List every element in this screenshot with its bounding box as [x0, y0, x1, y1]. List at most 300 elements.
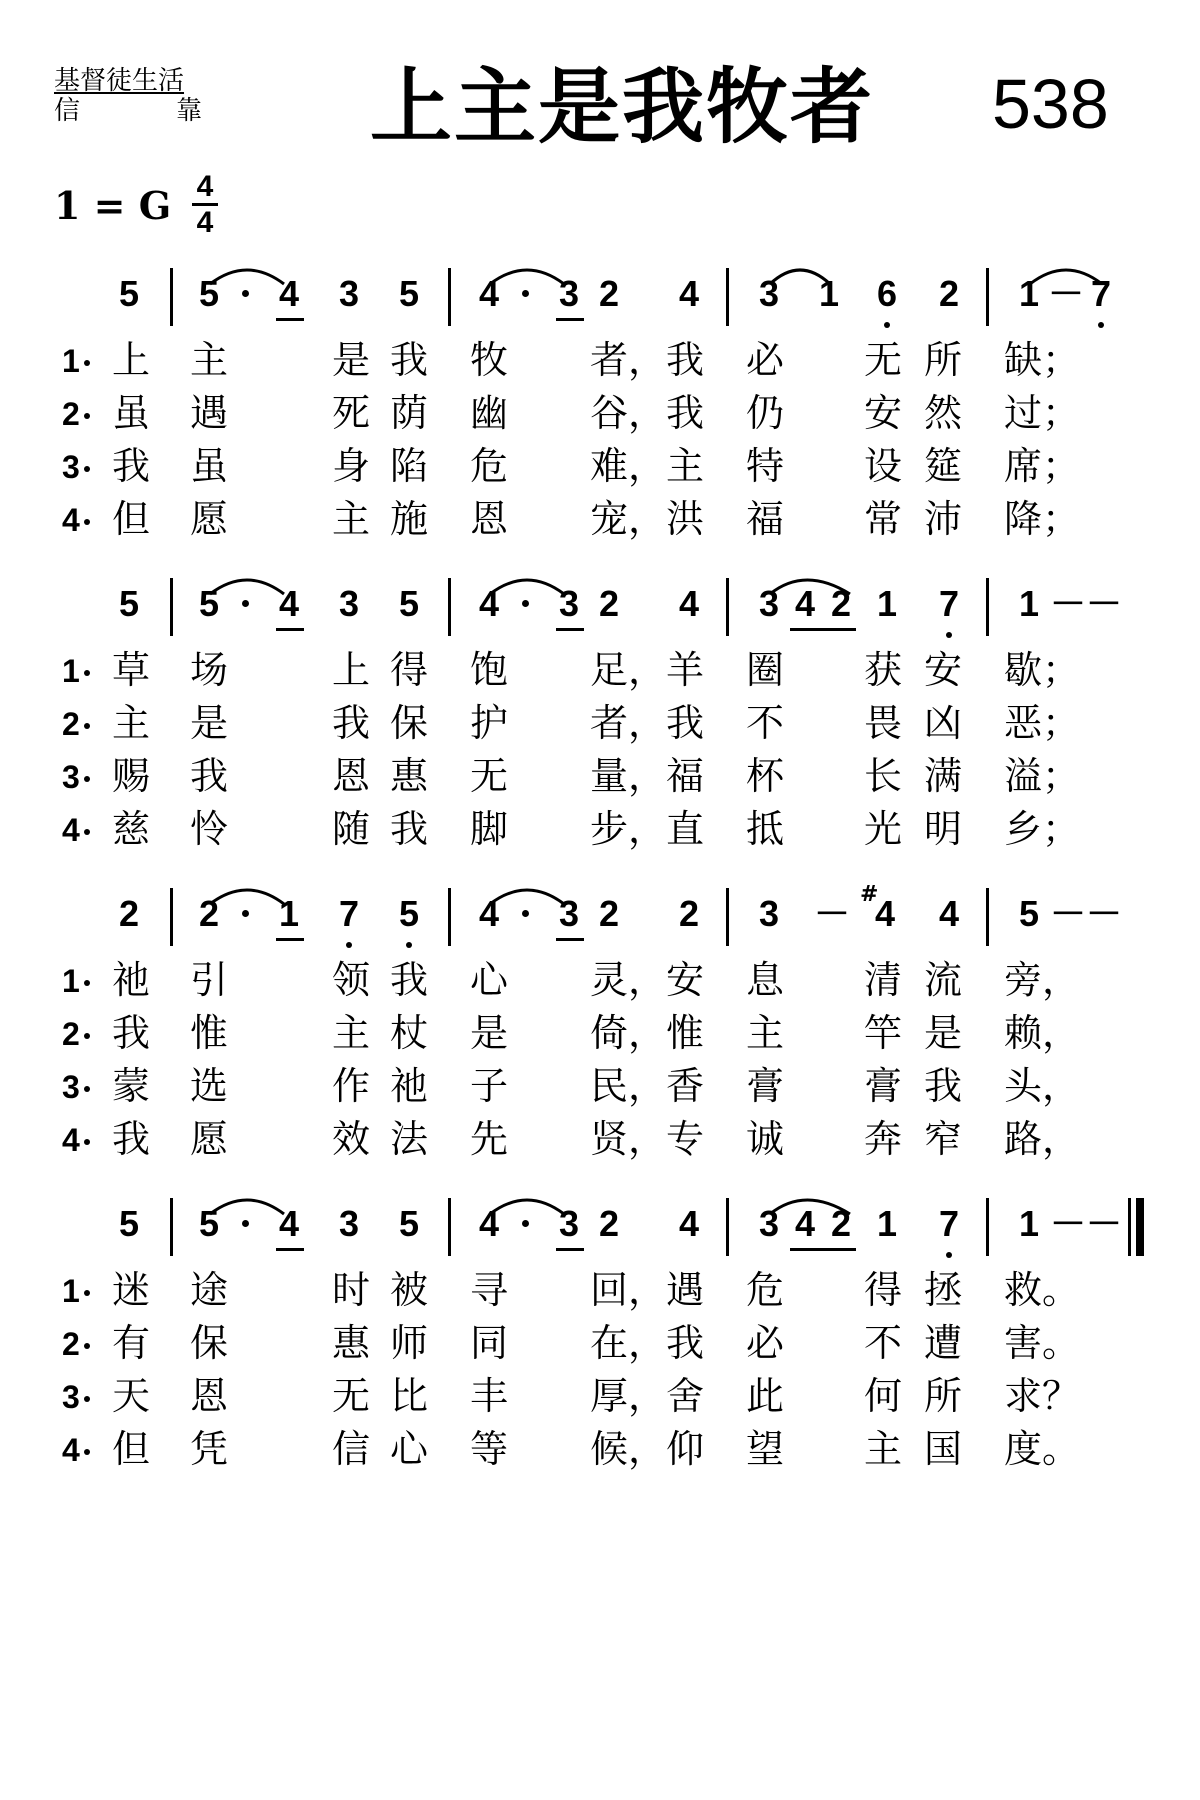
low-octave-dot — [1098, 322, 1104, 328]
slur-layer — [0, 872, 1200, 912]
lyric-char: 无 — [332, 1374, 371, 1418]
verse-number-text: 4 — [62, 1432, 80, 1468]
lyric-char: 宠， — [590, 497, 667, 541]
lyric-char: 倚， — [590, 1011, 667, 1055]
note: 5 — [398, 273, 420, 314]
lyric-char: 先 — [470, 1117, 509, 1161]
lyric-char: 得 — [864, 1268, 903, 1312]
lyric-char: 不 — [864, 1321, 903, 1365]
lyric-char: 何 — [864, 1374, 903, 1418]
verse-number-text: 3 — [62, 759, 80, 795]
lyric-char: 我 — [666, 338, 705, 382]
lyric-char: 愿 — [190, 1117, 229, 1161]
lyric-char: 恩 — [470, 497, 509, 541]
note: 4 — [678, 1203, 700, 1244]
lyric-char: 然 — [924, 391, 963, 435]
lyric-char: 保 — [390, 701, 429, 745]
verse-row-1 — [0, 954, 1200, 1007]
lyric-char: 安 — [864, 391, 903, 435]
lyric-char: 量， — [590, 754, 667, 798]
underline — [556, 1248, 584, 1251]
verse-number-dot — [84, 1343, 90, 1349]
verse-row-2 — [0, 697, 1200, 750]
lyric-char: 慈 — [112, 807, 151, 851]
lyric-char: 我 — [112, 1117, 151, 1161]
lyric-char: 拯 — [924, 1268, 963, 1312]
note: 1 — [278, 893, 300, 934]
note: 5 — [118, 583, 140, 624]
lyric-char: 同 — [470, 1321, 509, 1365]
note: 3 — [558, 1203, 580, 1244]
lyric-char: 惠 — [390, 754, 429, 798]
lyric-char: 降； — [1004, 497, 1081, 541]
lyric-char: 恶； — [1004, 701, 1081, 745]
lyric-char: 我 — [666, 1321, 705, 1365]
lyric-char: 难， — [590, 444, 667, 488]
verse-number — [62, 1121, 80, 1159]
note: 5 — [398, 1203, 420, 1244]
lyric-char: 候， — [590, 1427, 667, 1471]
note: 4 — [794, 1203, 816, 1244]
lyric-char: 保 — [190, 1321, 229, 1365]
lyric-char: 愿 — [190, 497, 229, 541]
verse-number-dot — [84, 1086, 90, 1092]
lyric-char: 害。 — [1004, 1321, 1081, 1365]
lyric-char: 途 — [190, 1268, 229, 1312]
lyric-char: 被 — [390, 1268, 429, 1312]
lyric-char: 惠 — [332, 1321, 371, 1365]
lyric-char: 时 — [332, 1268, 371, 1312]
verse-number-text: 2 — [62, 396, 80, 432]
note-dash: － — [814, 893, 851, 934]
verse-number — [62, 1068, 80, 1106]
verse-number-text: 1 — [62, 653, 80, 689]
note: 4 — [478, 1203, 500, 1244]
lyric-char: 旁， — [1004, 958, 1081, 1002]
verse-row-2 — [0, 1317, 1200, 1370]
underline — [556, 938, 584, 941]
hymn-number: 538 — [992, 65, 1109, 143]
note: 5 — [1018, 893, 1040, 934]
lyric-char: 杖 — [390, 1011, 429, 1055]
slur — [770, 270, 830, 284]
lyric-char: 我 — [190, 754, 229, 798]
lyric-char: 厚， — [590, 1374, 667, 1418]
lyric-char: 信 — [332, 1427, 371, 1471]
verse-row-2 — [0, 387, 1200, 440]
lyric-char: 我 — [332, 701, 371, 745]
meter-top: 4 — [196, 170, 214, 203]
lyric-char: 者， — [590, 701, 667, 745]
note-dash: － — [1086, 1203, 1123, 1244]
lyric-char: 但 — [112, 1427, 151, 1471]
note: 1 — [818, 273, 840, 314]
lyric-char: 施 — [390, 497, 429, 541]
verse-row-3 — [0, 440, 1200, 493]
note-dash: － — [1050, 583, 1087, 624]
lyric-char: 我 — [924, 1064, 963, 1108]
note-dash: － — [1086, 583, 1123, 624]
verse-row-3 — [0, 1060, 1200, 1113]
lyric-char: 席； — [1004, 444, 1081, 488]
note: 4 — [478, 583, 500, 624]
lyric-char: 福 — [746, 497, 785, 541]
lyric-char: 我 — [666, 391, 705, 435]
note: 2 — [118, 893, 140, 934]
verse-number — [62, 758, 80, 796]
notation-row — [0, 568, 1200, 638]
low-octave-dot — [946, 1252, 952, 1258]
verse-number — [62, 705, 80, 743]
verse-number-text: 2 — [62, 1016, 80, 1052]
lyric-char: 效 — [332, 1117, 371, 1161]
low-octave-dot — [406, 942, 412, 948]
lyric-char: 蒙 — [112, 1064, 151, 1108]
verse-row-3 — [0, 1370, 1200, 1423]
lyric-char: 常 — [864, 497, 903, 541]
slur — [770, 580, 850, 594]
verse-number — [62, 501, 80, 539]
verse-number-text: 4 — [62, 502, 80, 538]
note-dash: － — [1050, 1203, 1087, 1244]
lyric-char: 恩 — [332, 754, 371, 798]
key-signature: 1 = G — [54, 183, 172, 228]
lyric-char: 谷， — [590, 391, 667, 435]
verse-number-text: 3 — [62, 449, 80, 485]
note: 1 — [1018, 1203, 1040, 1244]
lyric-char: 脚 — [470, 807, 509, 851]
lyric-char: 缺； — [1004, 338, 1081, 382]
note: 5 — [398, 893, 420, 934]
slur-layer — [0, 562, 1200, 602]
category-label — [54, 66, 202, 126]
note: 7 — [938, 583, 960, 624]
lyric-char: 牧 — [470, 338, 509, 382]
lyric-char: 求？ — [1004, 1374, 1081, 1418]
note: 2 — [598, 273, 620, 314]
note: 4 — [478, 893, 500, 934]
verse-number-text: 1 — [62, 1273, 80, 1309]
note: 5 — [198, 583, 220, 624]
underline — [276, 1248, 304, 1251]
lyric-char: 赖， — [1004, 1011, 1081, 1055]
lyric-char: 舍 — [666, 1374, 705, 1418]
lyric-char: 遭 — [924, 1321, 963, 1365]
lyric-char: 我 — [390, 958, 429, 1002]
lyric-char: 无 — [470, 754, 509, 798]
lyric-char: 等 — [470, 1427, 509, 1471]
lyric-char: 上 — [332, 648, 371, 692]
slur — [490, 580, 564, 594]
verse-row-4 — [0, 493, 1200, 546]
notation-row — [0, 258, 1200, 328]
verse-number-dot — [84, 776, 90, 782]
verse-number — [62, 1325, 80, 1363]
lyric-char: 凶 — [924, 701, 963, 745]
verse-number-dot — [84, 1139, 90, 1145]
lyric-char: 救。 — [1004, 1268, 1081, 1312]
lyric-char: 主 — [666, 444, 705, 488]
lyric-char: 息 — [746, 958, 785, 1002]
note: 1 — [1018, 583, 1040, 624]
lyric-char: 直 — [666, 807, 705, 851]
note: 4 — [278, 583, 300, 624]
verse-number — [62, 652, 80, 690]
verse-number-dot — [84, 980, 90, 986]
lyric-char: 设 — [864, 444, 903, 488]
note: 4 — [938, 893, 960, 934]
underline — [556, 628, 584, 631]
note: 3 — [558, 893, 580, 934]
lyric-char: 身 — [332, 444, 371, 488]
note: 5 — [198, 1203, 220, 1244]
note: 2 — [678, 893, 700, 934]
lyric-char: 死 — [332, 391, 371, 435]
hymn-title: 上主是我牧者 — [370, 60, 875, 155]
lyric-char: 祂 — [112, 958, 151, 1002]
note: 3 — [338, 583, 360, 624]
verse-number — [62, 1272, 80, 1310]
lyric-char: 主 — [864, 1427, 903, 1471]
lyric-char: 危 — [470, 444, 509, 488]
note: 4 — [678, 273, 700, 314]
note: 3 — [758, 273, 780, 314]
lyric-char: 迷 — [112, 1268, 151, 1312]
verse-number-dot — [84, 1449, 90, 1455]
verse-number-text: 4 — [62, 812, 80, 848]
note: 3 — [758, 583, 780, 624]
lyric-char: 丰 — [470, 1374, 509, 1418]
lyric-char: 度。 — [1004, 1427, 1081, 1471]
lyric-char: 上 — [112, 338, 151, 382]
lyric-char: 我 — [390, 807, 429, 851]
lyric-char: 溢； — [1004, 754, 1081, 798]
lyric-char: 危 — [746, 1268, 785, 1312]
lyric-char: 选 — [190, 1064, 229, 1108]
lyric-char: 所 — [924, 1374, 963, 1418]
note-dash: － — [1086, 893, 1123, 934]
underline — [276, 628, 304, 631]
verse-number-dot — [84, 1033, 90, 1039]
lyric-char: 福 — [666, 754, 705, 798]
verse-number-dot — [84, 466, 90, 472]
lyric-char: 赐 — [112, 754, 151, 798]
verse-number-text: 2 — [62, 1326, 80, 1362]
verse-number-dot — [84, 670, 90, 676]
verse-row-4 — [0, 1423, 1200, 1476]
verse-number-dot — [84, 1290, 90, 1296]
lyric-char: 长 — [864, 754, 903, 798]
category-line2 — [54, 96, 202, 126]
lyric-char: 主 — [112, 701, 151, 745]
category-line1: 基督徒生活 — [54, 66, 185, 96]
lyric-char: 沛 — [924, 497, 963, 541]
lyric-char: 凭 — [190, 1427, 229, 1471]
lyric-char: 诚 — [746, 1117, 785, 1161]
slur — [490, 270, 564, 284]
lyric-char: 护 — [470, 701, 509, 745]
verse-number-text: 3 — [62, 1379, 80, 1415]
category-line2-b: 靠 — [175, 96, 202, 126]
lyric-char: 羊 — [666, 648, 705, 692]
verse-row-4 — [0, 1113, 1200, 1166]
lyric-char: 祂 — [390, 1064, 429, 1108]
lyric-char: 怜 — [190, 807, 229, 851]
sharp-sign: # — [860, 882, 879, 907]
lyric-char: 心 — [390, 1427, 429, 1471]
lyric-char: 者， — [590, 338, 667, 382]
lyric-char: 领 — [332, 958, 371, 1002]
slur — [210, 890, 284, 904]
verse-row-1 — [0, 644, 1200, 697]
note-dash: － — [1050, 893, 1087, 934]
lyric-char: 筵 — [924, 444, 963, 488]
note: 7 — [938, 1203, 960, 1244]
lyric-char: 乡； — [1004, 807, 1081, 851]
lyric-char: 师 — [390, 1321, 429, 1365]
lyric-char: 饱 — [470, 648, 509, 692]
lyric-char: 路， — [1004, 1117, 1081, 1161]
lyric-char: 圈 — [746, 648, 785, 692]
slur — [490, 1200, 564, 1214]
lyric-char: 洪 — [666, 497, 705, 541]
lyric-char: 明 — [924, 807, 963, 851]
lyric-char: 恩 — [190, 1374, 229, 1418]
low-octave-dot — [346, 942, 352, 948]
slur-layer — [0, 1182, 1200, 1222]
note: 5 — [198, 273, 220, 314]
verse-number-text: 1 — [62, 963, 80, 999]
lyric-char: 仍 — [746, 391, 785, 435]
lyric-char: 是 — [332, 338, 371, 382]
underline — [276, 938, 304, 941]
lyric-char: 我 — [112, 1011, 151, 1055]
lyric-char: 所 — [924, 338, 963, 382]
lyric-char: 是 — [470, 1011, 509, 1055]
lyric-char: 是 — [190, 701, 229, 745]
lyric-char: 幽 — [470, 391, 509, 435]
verse-number — [62, 448, 80, 486]
note: 3 — [338, 273, 360, 314]
lyric-char: 安 — [924, 648, 963, 692]
category-line2-a: 信 — [54, 96, 81, 126]
notation-row — [0, 1188, 1200, 1258]
verse-row-1 — [0, 334, 1200, 387]
lyric-char: 我 — [390, 338, 429, 382]
lyric-char: 但 — [112, 497, 151, 541]
verse-row-4 — [0, 803, 1200, 856]
note: 4 — [278, 1203, 300, 1244]
underline — [276, 318, 304, 321]
lyric-char: 陷 — [390, 444, 429, 488]
note: 5 — [118, 273, 140, 314]
underline — [556, 318, 584, 321]
lyric-char: 惟 — [190, 1011, 229, 1055]
lyric-char: 得 — [390, 648, 429, 692]
slur — [210, 580, 284, 594]
lyric-char: 头， — [1004, 1064, 1081, 1108]
note: 4 — [874, 893, 896, 934]
note: 2 — [830, 1203, 852, 1244]
verse-number-dot — [84, 413, 90, 419]
underline — [790, 1248, 856, 1251]
note: 4 — [678, 583, 700, 624]
verse-number-text: 4 — [62, 1122, 80, 1158]
lyric-char: 无 — [864, 338, 903, 382]
slur — [770, 1200, 850, 1214]
note: 3 — [758, 893, 780, 934]
lyric-char: 我 — [666, 701, 705, 745]
note: 4 — [478, 273, 500, 314]
verse-number-text: 3 — [62, 1069, 80, 1105]
lyric-char: 回， — [590, 1268, 667, 1312]
verse-number — [62, 342, 80, 380]
verse-number-dot — [84, 829, 90, 835]
lyric-char: 不 — [746, 701, 785, 745]
lyric-char: 专 — [666, 1117, 705, 1161]
lyric-char: 遇 — [190, 391, 229, 435]
lyric-char: 随 — [332, 807, 371, 851]
note: 1 — [876, 1203, 898, 1244]
lyric-char: 杯 — [746, 754, 785, 798]
note: 6 — [876, 273, 898, 314]
lyric-char: 仰 — [666, 1427, 705, 1471]
note-dash: － — [1048, 273, 1085, 314]
lyric-char: 窄 — [924, 1117, 963, 1161]
note: 1 — [1018, 273, 1040, 314]
verse-number — [62, 1378, 80, 1416]
low-octave-dot — [946, 632, 952, 638]
note: 3 — [558, 583, 580, 624]
note: 5 — [398, 583, 420, 624]
slur — [210, 270, 284, 284]
low-octave-dot — [884, 322, 890, 328]
lyric-char: 望 — [746, 1427, 785, 1471]
lyric-char: 虽 — [112, 391, 151, 435]
verse-number-dot — [84, 360, 90, 366]
notation-row — [0, 878, 1200, 948]
verse-number — [62, 1431, 80, 1469]
lyric-char: 主 — [332, 1011, 371, 1055]
underline — [790, 628, 856, 631]
lyric-char: 在， — [590, 1321, 667, 1365]
verse-number — [62, 1015, 80, 1053]
verse-number-text: 1 — [62, 343, 80, 379]
lyric-char: 膏 — [746, 1064, 785, 1108]
verse-number-dot — [84, 723, 90, 729]
lyric-char: 天 — [112, 1374, 151, 1418]
lyric-char: 国 — [924, 1427, 963, 1471]
note: 1 — [876, 583, 898, 624]
lyric-char: 光 — [864, 807, 903, 851]
lyric-char: 民， — [590, 1064, 667, 1108]
lyric-char: 必 — [746, 1321, 785, 1365]
note: 2 — [830, 583, 852, 624]
lyric-char: 心 — [470, 958, 509, 1002]
lyric-char: 是 — [924, 1011, 963, 1055]
lyric-char: 香 — [666, 1064, 705, 1108]
lyric-char: 竿 — [864, 1011, 903, 1055]
lyric-char: 膏 — [864, 1064, 903, 1108]
lyric-char: 流 — [924, 958, 963, 1002]
note: 4 — [278, 273, 300, 314]
lyric-char: 畏 — [864, 701, 903, 745]
lyric-char: 清 — [864, 958, 903, 1002]
time-signature — [192, 172, 218, 238]
slur-layer — [0, 252, 1200, 292]
slur — [1030, 270, 1102, 284]
lyric-char: 灵， — [590, 958, 667, 1002]
